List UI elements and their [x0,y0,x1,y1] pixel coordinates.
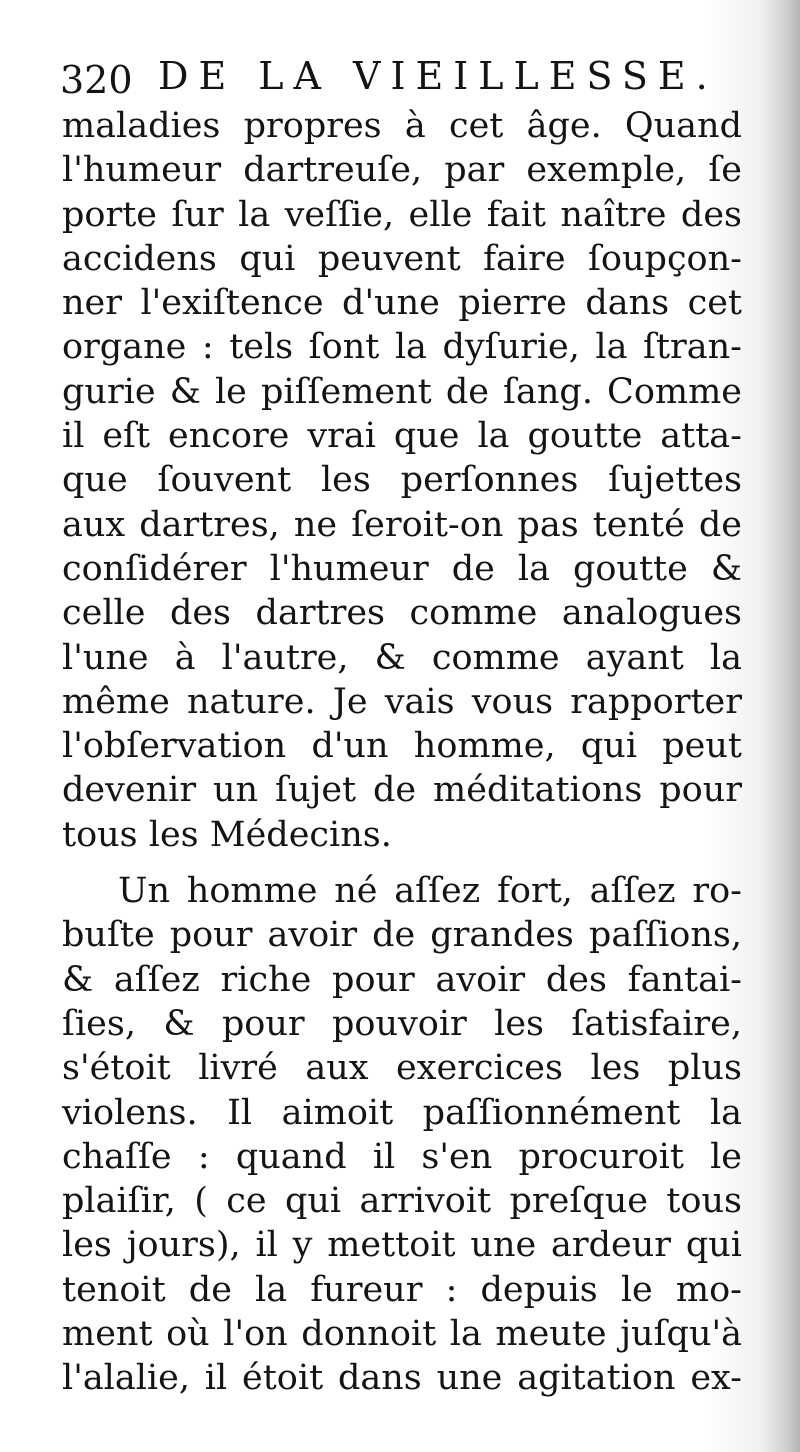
text-line: violens. Il aimoit paſſionnément la [62,1092,742,1133]
text-line: conſidérer l'humeur de la goutte & [62,548,742,589]
text-line: organe : tels ſont la dyſurie, la ſtran- [62,327,742,368]
page-edge-shadow [760,0,800,1452]
paragraph-1 [62,104,742,857]
text-line: même nature. Je vais vous rapporter [62,681,742,722]
text-line: chaſſe : quand il s'en procuroit le [62,1136,742,1177]
text-line: ſies, & pour pouvoir les ſatisfaire, [62,1003,742,1044]
text-line: aux dartres, ne ſeroit-on pas tenté de [62,504,742,545]
text-line: celle des dartres comme analogues [62,593,742,634]
text-line: maladies propres à cet âge. Quand [62,106,742,146]
text-line: tous les Médecins. [62,814,392,855]
body-text [62,104,742,1401]
text-line: gurie & le piſſement de ſang. Comme [62,371,742,412]
text-line: l'humeur dartreuſe, par exemple, ſe [62,150,742,191]
text-line: il eſt encore vrai que la goutte atta- [62,416,742,457]
text-line: accidens qui peuvent faire ſoupçon- [62,238,742,279]
text-line: porte ſur la veſſie, elle fait naître des [62,194,742,235]
text-line: plaiſir, ( ce qui arrivoit preſque tous [62,1181,742,1222]
paragraph-2 [62,869,742,1401]
text-line: que ſouvent les perſonnes ſujettes [62,460,742,501]
text-line: devenir un ſujet de méditations pour [62,770,742,811]
text-line: Un homme né aſſez fort, aſſez ro- [118,871,742,912]
text-line: buſte pour avoir de grandes paſſions, [62,915,742,956]
text-line: ner l'exiſtence d'une pierre dans cet [62,283,742,324]
text-line: tenoit de la fureur : depuis le mo- [62,1269,742,1310]
text-line: l'une à l'autre, & comme ayant la [62,637,742,678]
paragraph-gap [62,857,742,869]
text-line: ment où l'on donnoit la meute juſqu'à [62,1314,742,1355]
text-line: & aſſez riche pour avoir des fantai- [62,959,742,1000]
text-line: l'alalie, il étoit dans une agitation ex- [62,1358,742,1399]
text-line: s'étoit livré aux exercices les plus [62,1048,742,1089]
text-line: les jours), il y mettoit une ardeur qui [62,1225,742,1266]
running-head: DE LA VIEILLESSE. [158,54,718,98]
page-header [60,48,740,104]
page-number: 320 [60,58,133,102]
text-line: l'obſervation d'un homme, qui peut [62,726,742,767]
